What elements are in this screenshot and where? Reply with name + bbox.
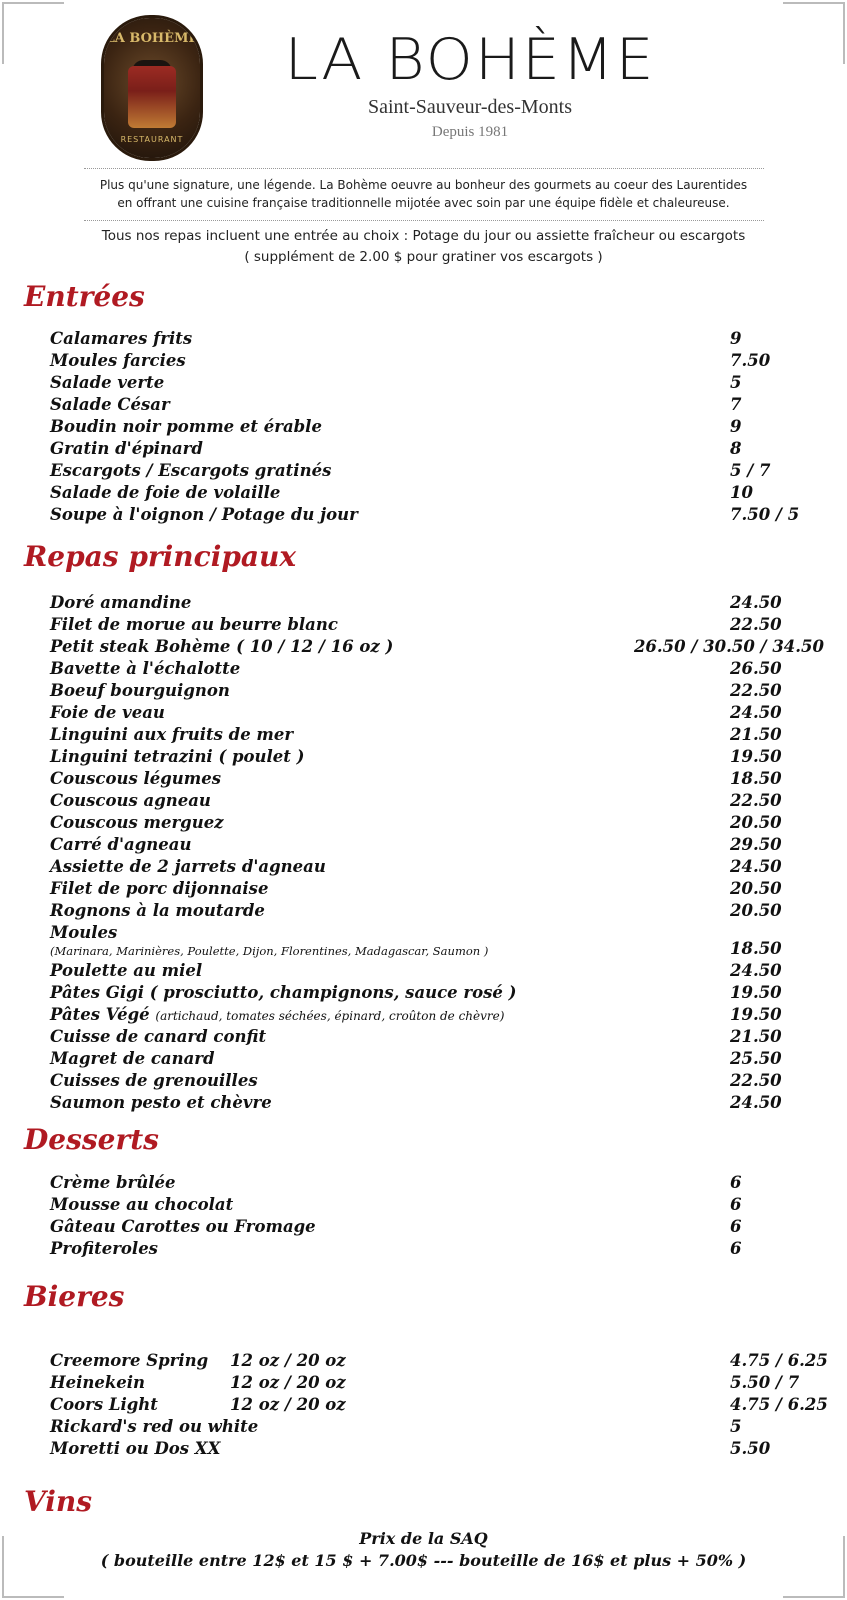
item-price: 18.50 [730,769,782,788]
menu-item [50,680,840,702]
menu-item [50,438,840,460]
menu-item [50,504,840,526]
section-title-entrees: Entrées [24,280,145,313]
logo-subtitle: RESTAURANT [120,135,184,144]
menu-item [50,658,840,680]
item-name: Foie de veau [50,703,165,722]
menu-item-vege [50,1004,840,1026]
item-price: 21.50 [730,725,782,744]
menu-item [50,372,840,394]
item-name: Profiteroles [50,1239,158,1258]
wine-pricing [40,1528,807,1572]
item-size: 12 oz / 20 oz [230,1395,346,1414]
item-name: Moretti ou Dos XX [50,1439,221,1458]
item-price: 22.50 [730,615,782,634]
item-name: Calamares frits [50,329,193,348]
menu-item [50,856,840,878]
item-name: Rickard's red ou white [50,1417,259,1436]
item-name: Creemore Spring [50,1351,209,1370]
meal-note [60,226,787,268]
item-price: 7.50 / 5 [730,505,800,524]
item-price: 4.75 / 6.25 [730,1351,828,1370]
menu-item [50,636,840,658]
item-name: Salade verte [50,373,165,392]
menu-item [50,614,840,636]
corner-ornament [2,2,64,64]
item-name: Carré d'agneau [50,835,192,854]
menu-item [50,878,840,900]
item-price: 21.50 [730,1027,782,1046]
item-price: 25.50 [730,1049,782,1068]
item-name: Moules farcies [50,351,186,370]
section-title-mains: Repas principaux [24,540,297,573]
item-name: Linguini tetrazini ( poulet ) [50,747,305,766]
section-title-beers: Bieres [24,1280,125,1313]
menu-item [50,394,840,416]
item-price: 5 / 7 [730,461,771,480]
item-name: Filet de morue au beurre blanc [50,615,338,634]
menu-item [50,1026,840,1048]
menu-item [50,350,840,372]
wine-line: ( bouteille entre 12$ et 15 $ + 7.00$ --- bouteille de 16$ et plus + 50% ) [100,1551,747,1570]
item-price: 4.75 / 6.25 [730,1395,828,1414]
item-price: 6 [730,1195,742,1214]
restaurant-logo [104,18,200,158]
item-name: Doré amandine [50,593,192,612]
item-name: Couscous merguez [50,813,224,832]
menu-item [50,702,840,724]
section-title-wines: Vins [24,1485,92,1518]
item-name: Cuisses de grenouilles [50,1071,258,1090]
item-price: 22.50 [730,791,782,810]
menu-item [50,812,840,834]
menu-item [50,416,840,438]
desserts-list [50,1172,840,1260]
item-name: Gratin d'épinard [50,439,203,458]
item-name: Bavette à l'échalotte [50,659,241,678]
item-name: Coors Light [50,1395,158,1414]
item-price: 29.50 [730,835,782,854]
item-price: 5 [730,373,742,392]
item-price: 6 [730,1217,742,1236]
item-price: 9 [730,329,742,348]
menu-item [50,592,840,614]
item-name: Mousse au chocolat [50,1195,234,1214]
menu-item [50,900,840,922]
item-name: Couscous légumes [50,769,222,788]
menu-item [50,482,840,504]
item-title: Pâtes Végé [50,1005,150,1024]
logo-title: LA BOHÈME [105,31,199,46]
item-name: Pâtes Gigi ( prosciutto, champignons, sauce rosé ) [50,983,517,1002]
item-price: 6 [730,1239,742,1258]
intro-text [60,176,787,212]
item-options: (Marinara, Marinières, Poulette, Dijon, Florentines, Madagascar, Saumon ) [50,944,489,958]
menu-item [50,834,840,856]
item-price: 24.50 [730,857,782,876]
menu-item [50,1238,840,1260]
menu-item [50,1416,840,1438]
divider [84,168,764,169]
menu-item [50,1372,840,1394]
item-price: 22.50 [730,1071,782,1090]
item-name: Boeuf bourguignon [50,681,230,700]
item-name: Couscous agneau [50,791,211,810]
item-name: Cuisse de canard confit [50,1027,267,1046]
item-price: 22.50 [730,681,782,700]
item-price: 26.50 / 30.50 / 34.50 [633,637,824,656]
brand-title: LA BOHÈME [284,26,656,94]
item-name: Escargots / Escargots gratinés [50,461,332,480]
intro-line: Plus qu'une signature, une légende. La Bohème oeuvre au bonheur des gourmets au coeur des Laurentides [99,178,748,192]
item-name: Salade de foie de volaille [50,483,281,502]
corner-ornament [783,2,845,64]
menu-item [50,1438,840,1460]
note-line: ( supplément de 2.00 $ pour gratiner vos escargots ) [244,249,603,265]
item-name: Gâteau Carottes ou Fromage [50,1217,316,1236]
menu-item [50,724,840,746]
item-price: 19.50 [730,1005,782,1024]
intro-line: en offrant une cuisine française traditionnelle mijotée avec soin par une équipe fidèle et chaleureuse. [117,196,730,210]
item-price: 18.50 [730,939,782,958]
item-price: 24.50 [730,961,782,980]
menu-item [50,746,840,768]
mains-list [50,592,840,1114]
menu-item [50,460,840,482]
menu-item [50,790,840,812]
beers-list [50,1350,840,1460]
item-price: 7.50 [730,351,771,370]
menu-item-moules [50,922,840,960]
menu-item [50,1194,840,1216]
item-name: Assiette de 2 jarrets d'agneau [50,857,326,876]
item-name [50,1004,504,1027]
divider [84,220,764,221]
item-name: Rognons à la moutarde [50,901,265,920]
item-name: Heinekein [50,1373,146,1392]
item-size: 12 oz / 20 oz [230,1351,346,1370]
logo-figure [128,66,176,128]
location: Saint-Sauveur-des-Monts [367,96,572,118]
since-year: Depuis 1981 [431,124,509,140]
item-name: Soupe à l'oignon / Potage du jour [50,505,358,524]
item-price: 19.50 [730,983,782,1002]
item-price: 5.50 / 7 [730,1373,800,1392]
menu-item [50,768,840,790]
menu-item [50,1216,840,1238]
menu-item [50,1048,840,1070]
menu-item [50,1070,840,1092]
item-name: Linguini aux fruits de mer [50,725,294,744]
item-price: 24.50 [730,593,782,612]
item-price: 5.50 [730,1439,771,1458]
item-price: 19.50 [730,747,782,766]
section-title-desserts: Desserts [24,1123,159,1156]
entrees-list [50,328,840,526]
item-name: Boudin noir pomme et érable [50,417,322,436]
menu-item [50,1350,840,1372]
item-name: Magret de canard [50,1049,215,1068]
wine-line: Prix de la SAQ [359,1529,488,1548]
menu-item [50,1172,840,1194]
item-name: Petit steak Bohème ( 10 / 12 / 16 oz ) [50,637,394,656]
item-price: 7 [730,395,742,414]
note-line: Tous nos repas incluent une entrée au choix : Potage du jour ou assiette fraîcheur ou escargots [101,228,746,244]
item-price: 24.50 [730,1093,782,1112]
item-name: Saumon pesto et chèvre [50,1093,272,1112]
item-price: 20.50 [730,813,782,832]
item-price: 24.50 [730,703,782,722]
menu-item [50,1092,840,1114]
item-name: Moules [50,923,118,942]
item-name: Salade César [50,395,170,414]
menu-item [50,1394,840,1416]
item-name: Crème brûlée [50,1173,176,1192]
item-name: Filet de porc dijonnaise [50,879,269,898]
item-price: 20.50 [730,879,782,898]
item-size: 12 oz / 20 oz [230,1373,346,1392]
menu-item [50,960,840,982]
item-price: 10 [730,483,753,502]
menu-item [50,328,840,350]
item-detail: (artichaud, tomates séchées, épinard, croûton de chèvre) [155,1009,505,1023]
item-price: 5 [730,1417,742,1436]
item-price: 6 [730,1173,742,1192]
item-price: 8 [730,439,742,458]
item-price: 26.50 [730,659,782,678]
menu-item [50,982,840,1004]
item-name: Poulette au miel [50,961,203,980]
item-price: 9 [730,417,742,436]
item-price: 20.50 [730,901,782,920]
